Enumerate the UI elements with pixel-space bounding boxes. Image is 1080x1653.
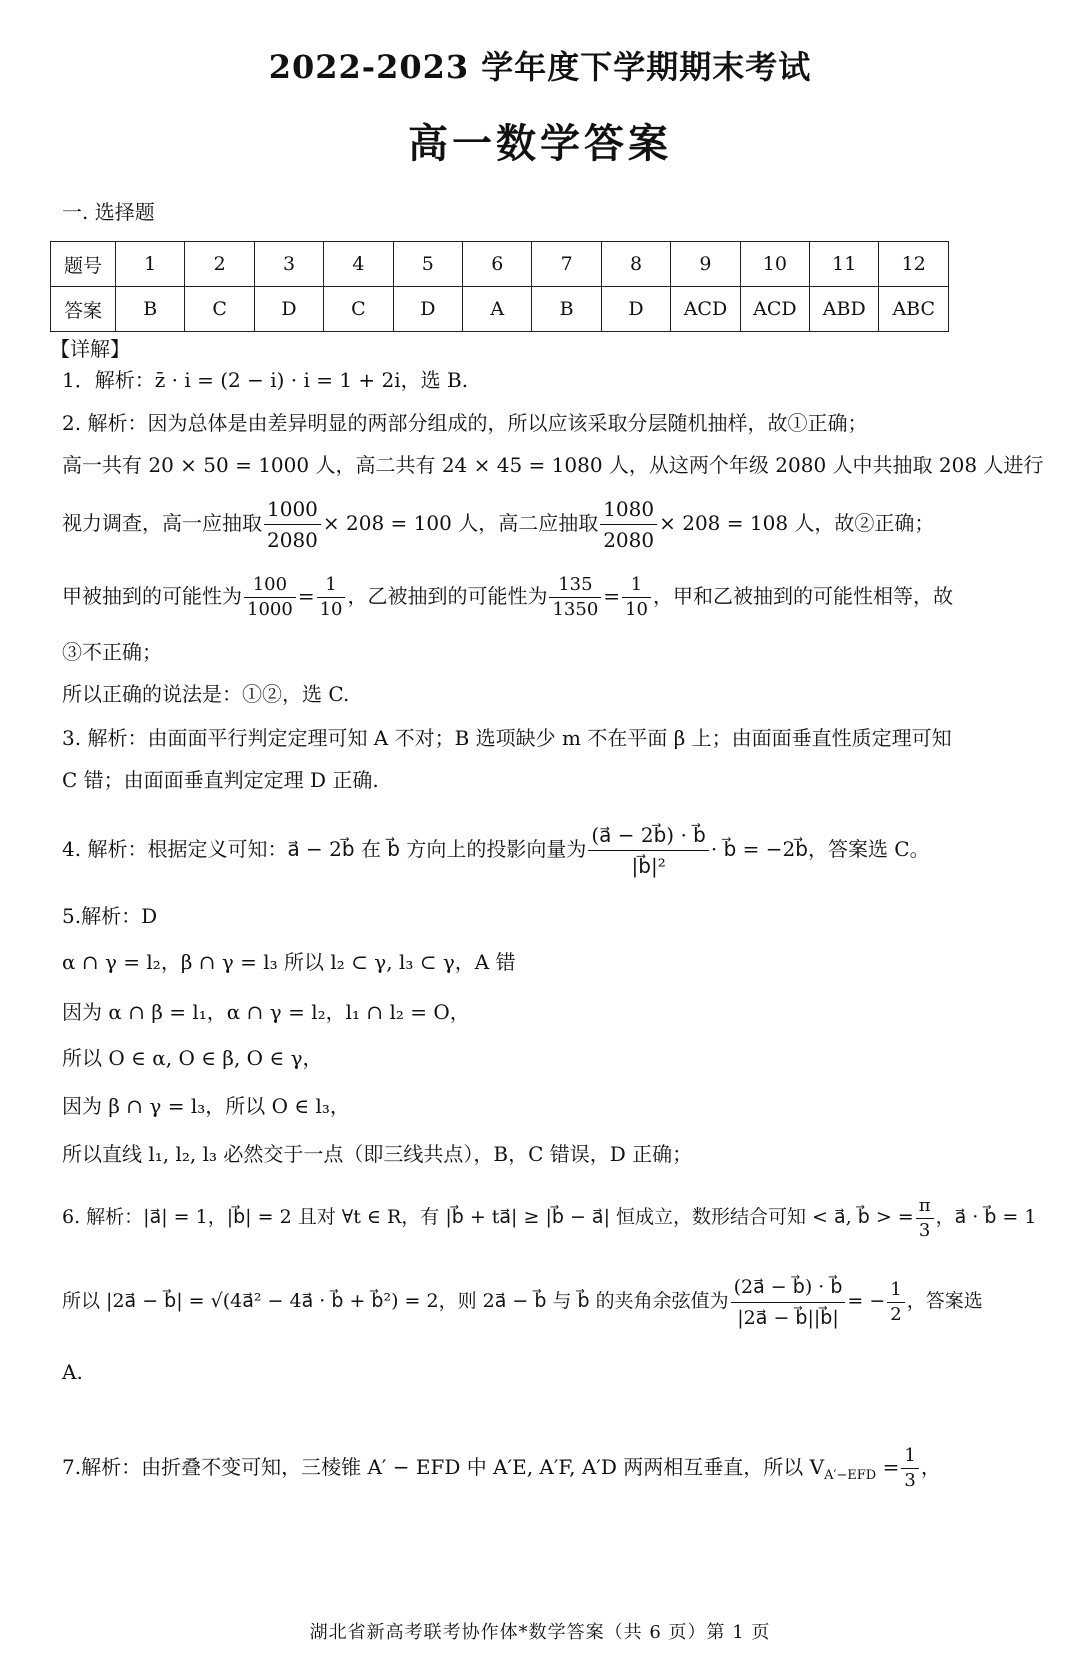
table-cell: A [463, 287, 532, 332]
section-title: 一. 选择题 [62, 200, 155, 224]
fraction [317, 573, 346, 622]
text-run: ，甲和乙被抽到的可能性相等，故 [652, 584, 953, 608]
table-cell: ACD [671, 287, 740, 332]
solution-line: 所以直线 l₁, l₂, l₃ 必然交于一点（即三线共点），B，C 错误，D 正确； [62, 1142, 693, 1166]
table-cell: ACD [740, 287, 809, 332]
solution-line [62, 1268, 983, 1334]
table-cell: ABC [879, 287, 949, 332]
numerator: 135 [549, 573, 601, 598]
table-cell: 4 [324, 242, 393, 287]
fraction [622, 573, 651, 622]
fraction [887, 1278, 904, 1327]
fraction [264, 494, 321, 555]
fraction [588, 820, 709, 881]
denominator: 2 [890, 1303, 902, 1325]
solution-line [62, 1436, 941, 1507]
numerator: 1000 [264, 494, 321, 525]
text-run: ， [920, 1455, 941, 1479]
solution-line: 1．解析：z̄ · i = (2 − i) · i = 1 + 2i，选 B. [62, 368, 469, 392]
text-run: × 208 = 100 人，高二应抽取 [322, 511, 599, 535]
text-run: 6. 解析：|a⃗| = 1，|b⃗| = 2 且对 ∀t ∈ R，有 |b⃗ + ta⃗| ≥ |b⃗ − a⃗| 恒成立，数形结合可知 < a⃗, b⃗ > = [62, 1206, 914, 1228]
text-run: ，答案选 [906, 1290, 983, 1312]
solution-line: 因为 α ∩ β = l₁，α ∩ γ = l₂，l₁ ∩ l₂ = O， [62, 1000, 470, 1024]
numerator: 1080 [600, 494, 657, 525]
row-label: 题号 [51, 242, 116, 287]
table-cell: ABD [810, 287, 879, 332]
fraction [916, 1194, 934, 1243]
text-run: 甲被抽到的可能性为 [62, 584, 242, 608]
table-cell: 12 [879, 242, 949, 287]
text-run: ，a⃗ · b⃗ = 1 [935, 1206, 1037, 1228]
solution-line: A. [62, 1360, 83, 1384]
exam-title: 2022-2023 学年度下学期期末考试 [268, 48, 812, 86]
denominator: 10 [625, 599, 648, 620]
text-run: 所以 |2a⃗ − b⃗| = √(4a⃗² − 4a⃗ · b⃗ + b⃗²) = 2，则 2a⃗ − b⃗ 与 b⃗ 的夹角余弦值为 [62, 1290, 729, 1312]
numerator: (a⃗ − 2b⃗) · b⃗ [588, 820, 709, 851]
table-row-answers [51, 287, 949, 332]
denominator: 1350 [552, 599, 599, 620]
solution-line: 因为 β ∩ γ = l₃，所以 O ∈ l₃， [62, 1094, 350, 1118]
table-cell: 2 [185, 242, 254, 287]
table-cell: B [116, 287, 185, 332]
numerator: 1 [622, 573, 651, 598]
text-run: = − [847, 1290, 886, 1312]
denominator: 10 [319, 599, 343, 620]
text-run: · b⃗ = −2b⃗，答案选 C。 [710, 837, 930, 861]
table-row-numbers [51, 242, 949, 287]
fraction [731, 1272, 846, 1333]
fraction [600, 494, 657, 555]
numerator: 100 [244, 573, 296, 598]
text-run: 4. 解析：根据定义可知：a⃗ − 2b⃗ 在 b⃗ 方向上的投影向量为 [62, 837, 587, 861]
solution-line [62, 816, 930, 882]
denominator: 3 [918, 1219, 931, 1241]
text-run: × 208 = 108 人，故②正确； [659, 511, 935, 535]
table-cell: 11 [810, 242, 879, 287]
text-run: = [603, 584, 621, 608]
table-cell: D [393, 287, 462, 332]
answer-table [50, 241, 949, 332]
table-cell: 1 [116, 242, 185, 287]
table-cell: C [185, 287, 254, 332]
solution-line: 所以 O ∈ α, O ∈ β, O ∈ γ， [62, 1046, 323, 1070]
table-cell: 7 [532, 242, 601, 287]
fraction [901, 1444, 918, 1493]
denominator: |b⃗|² [631, 854, 666, 878]
text-run: 视力调查，高一应抽取 [62, 511, 262, 535]
fraction [244, 573, 296, 622]
text-run: 7.解析：由折叠不变可知，三棱锥 A′ − EFD 中 A′E, A′F, A′D 两两相互垂直，所以 V [62, 1455, 825, 1479]
row-label: 答案 [51, 287, 116, 332]
numerator: 1 [317, 573, 346, 598]
denominator: |2a⃗ − b⃗||b⃗| [737, 1306, 839, 1329]
solution-line [62, 492, 934, 555]
numerator: π [916, 1194, 934, 1219]
solution-line: ③不正确； [62, 640, 162, 664]
table-cell: 3 [254, 242, 323, 287]
table-cell: 8 [601, 242, 670, 287]
numerator: 1 [901, 1444, 918, 1469]
denominator: 1000 [247, 599, 293, 620]
table-cell: 9 [671, 242, 740, 287]
numerator: 1 [887, 1278, 904, 1303]
table-cell: 5 [393, 242, 462, 287]
table-cell: B [532, 287, 601, 332]
solution-line [62, 568, 953, 624]
table-cell: D [254, 287, 323, 332]
solution-line: α ∩ γ = l₂，β ∩ γ = l₃ 所以 l₂ ⊂ γ, l₃ ⊂ γ，A 错 [62, 950, 516, 974]
table-cell: D [601, 287, 670, 332]
table-cell: 10 [740, 242, 809, 287]
table-cell: 6 [463, 242, 532, 287]
solution-line: 高一共有 20 × 50 = 1000 人，高二共有 24 × 45 = 1080 人，从这两个年级 2080 人中共抽取 208 人进行 [62, 453, 1044, 477]
table-cell: C [324, 287, 393, 332]
page-footer: 湖北省新高考联考协作体*数学答案（共 6 页）第 1 页 [309, 1622, 771, 1643]
text-run: = [876, 1455, 900, 1479]
page-title: 高一数学答案 [408, 120, 672, 167]
subscript: A′−EFD [824, 1468, 877, 1483]
text-run: = [297, 584, 315, 608]
solution-line: 5.解析：D [62, 904, 158, 928]
solution-line: 2. 解析：因为总体是由差异明显的两部分组成的，所以应该采取分层随机抽样，故①正确； [62, 411, 868, 435]
text-run: ，乙被抽到的可能性为 [347, 584, 548, 608]
detail-heading: 【详解】 [50, 337, 130, 361]
solution-line: 所以正确的说法是：①②，选 C. [62, 682, 350, 706]
denominator: 3 [904, 1470, 916, 1491]
solution-line [62, 1186, 1036, 1248]
solution-line: C 错；由面面垂直判定定理 D 正确. [62, 768, 379, 792]
denominator: 2080 [267, 528, 318, 552]
numerator: (2a⃗ − b⃗) · b⃗ [731, 1272, 846, 1303]
solution-line: 3. 解析：由面面平行判定定理可知 A 不对；B 选项缺少 m 不在平面 β 上；由面面垂直性质定理可知 [62, 726, 952, 750]
fraction [549, 573, 601, 622]
denominator: 2080 [603, 528, 655, 552]
